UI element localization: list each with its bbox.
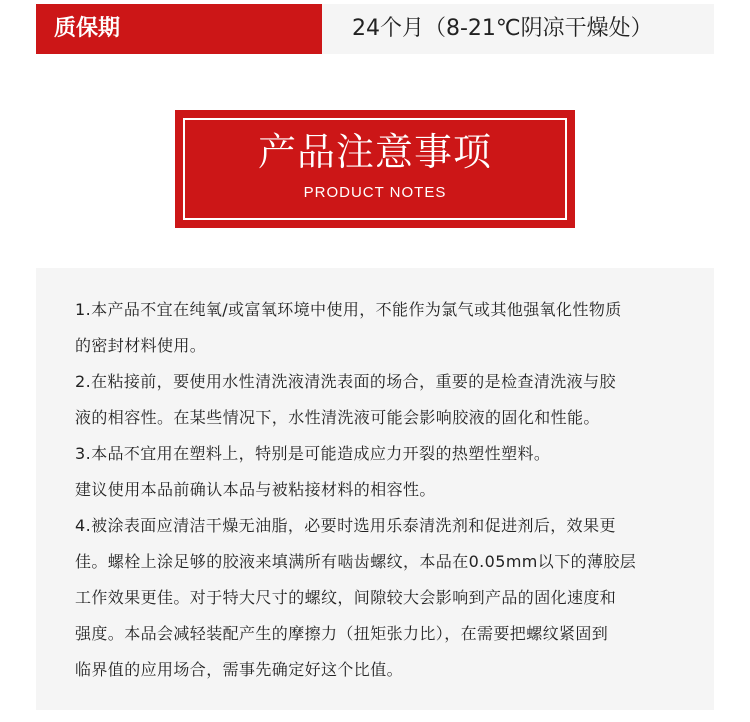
notes-line: 建议使用本品前确认本品与被粘接材料的相容性。 (75, 480, 436, 499)
notes-line: 工作效果更佳。对于特大尺寸的螺纹，间隙较大会影响到产品的固化速度和 (75, 588, 617, 607)
warranty-value: 24个月（8-21℃阴凉干燥处） (352, 16, 653, 41)
notes-line: 佳。螺栓上涂足够的胶液来填满所有啮齿螺纹，本品在0.05mm以下的薄胶层 (75, 552, 637, 571)
notes-line: 临界值的应用场合，需事先确定好这个比值。 (75, 660, 404, 679)
notes-line: 强度。本品会减轻装配产生的摩擦力（扭矩张力比），在需要把螺纹紧固到 (75, 624, 609, 643)
notes-panel (36, 268, 714, 710)
notes-line: 液的相容性。在某些情况下，水性清洗液可能会影响胶液的固化和性能。 (75, 408, 600, 427)
banner-subtitle: PRODUCT NOTES (303, 184, 447, 201)
warranty-label: 质保期 (36, 4, 322, 54)
banner-title: 产品注意事项 (257, 130, 492, 174)
notes-line: 2.在粘接前，要使用水性清洗液清洗表面的场合，重要的是检查清洗液与胶 (75, 372, 616, 391)
notes-line: 3.本品不宜用在塑料上，特别是可能造成应力开裂的热塑性塑料。 (75, 444, 551, 463)
notes-line: 的密封材料使用。 (75, 336, 207, 355)
notes-line: 1.本产品不宜在纯氧/或富氧环境中使用，不能作为氯气或其他强氧化性物质 (75, 300, 622, 319)
notes-line: 4.被涂表面应清洁干燥无油脂，必要时选用乐泰清洗剂和促进剂后，效果更 (75, 516, 616, 535)
product-notes-banner (175, 110, 575, 228)
